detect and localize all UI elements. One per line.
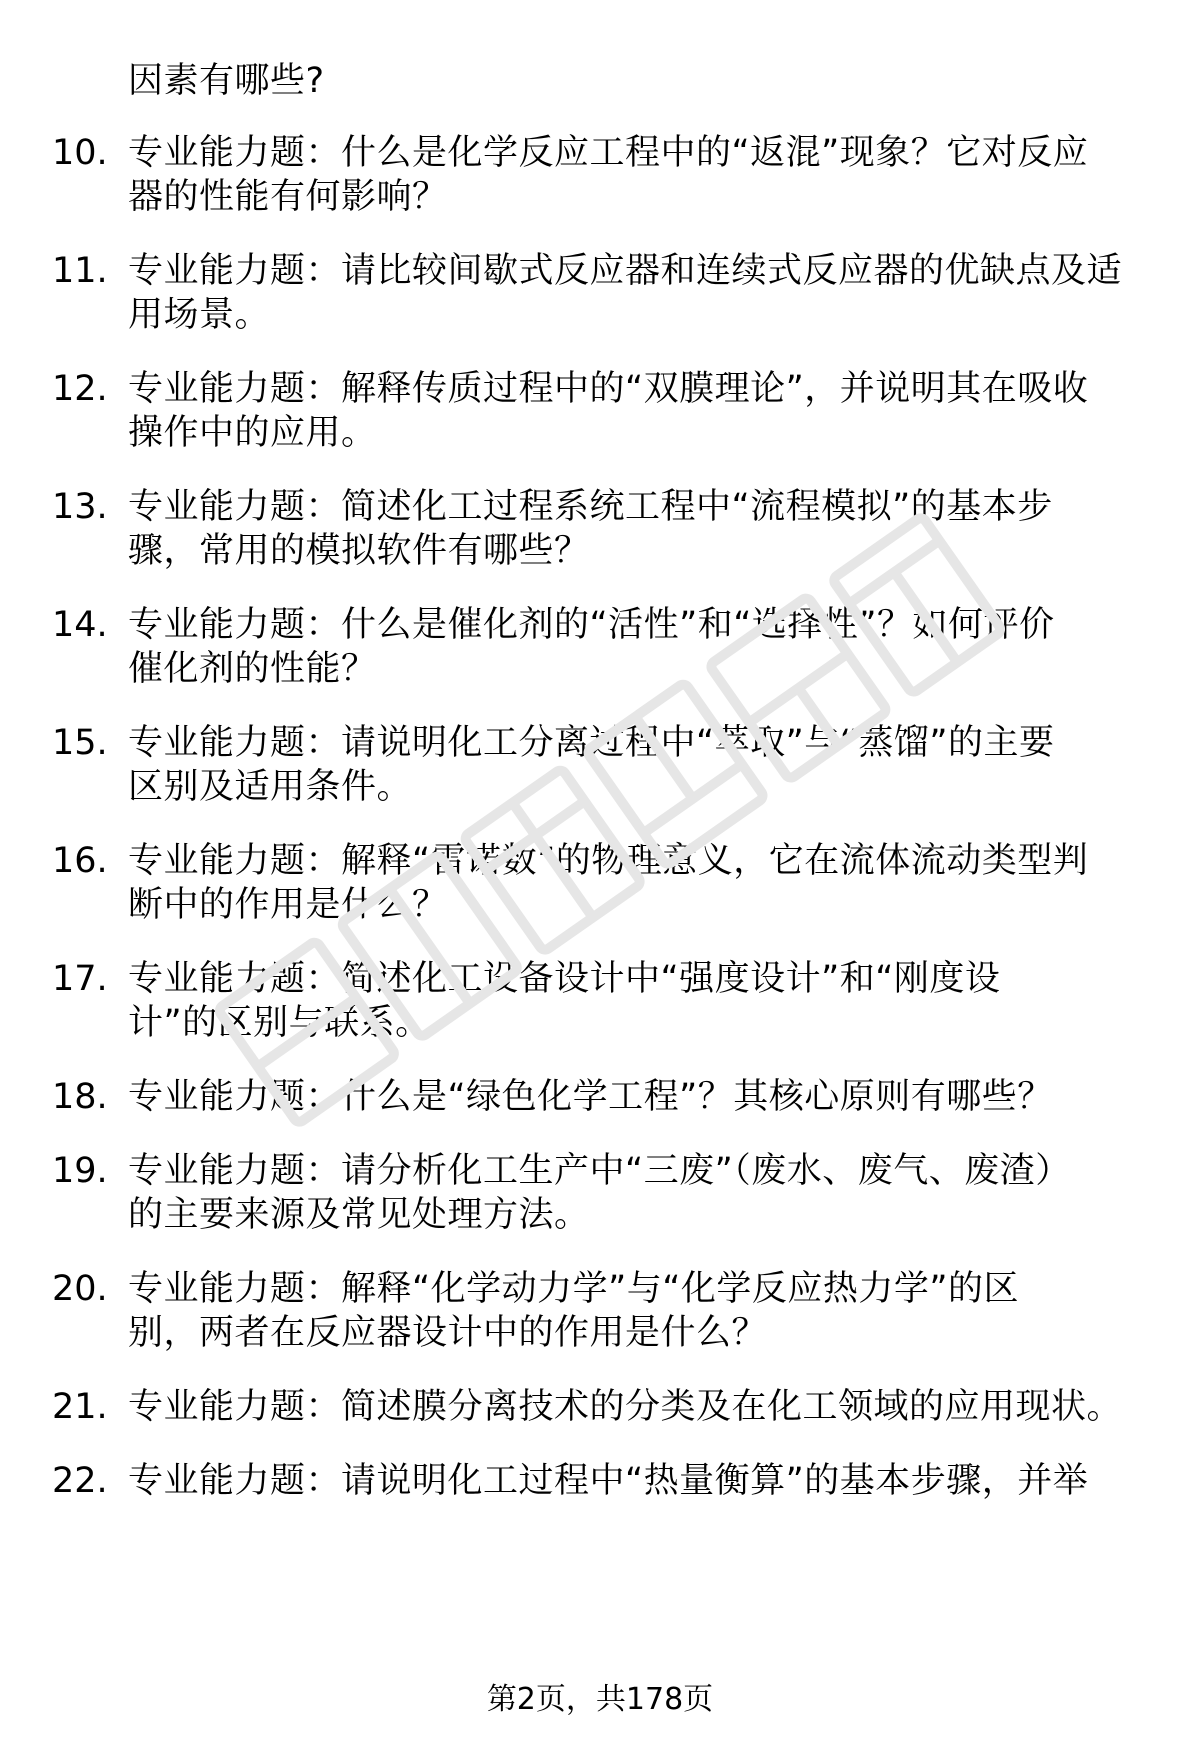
question-line: 专业能力题：简述化工过程系统工程中“流程模拟”的基本步: [128, 487, 1053, 527]
question-number: 22.: [52, 1461, 108, 1501]
question-line: 专业能力题：解释传质过程中的“双膜理论”，并说明其在吸收: [128, 369, 1089, 409]
question-line: 骤，常用的模拟软件有哪些？: [128, 531, 590, 571]
question-line: 催化剂的性能？: [128, 649, 377, 689]
question-line: 断中的作用是什么？: [128, 885, 448, 925]
question-line: 区别及适用条件。: [128, 767, 413, 807]
question-line: 专业能力题：什么是化学反应工程中的“返混”现象？它对反应: [128, 133, 1089, 173]
question-line: 专业能力题：请说明化工过程中“热量衡算”的基本步骤，并举: [128, 1461, 1089, 1501]
question-number: 19.: [52, 1151, 108, 1191]
question-line: 专业能力题：简述膜分离技术的分类及在化工领域的应用现状。: [128, 1387, 1123, 1427]
question-number: 17.: [52, 959, 108, 999]
watermark-graphic: [184, 480, 1036, 1160]
page-footer: 第2页，共178页: [486, 1682, 714, 1717]
continuation-text: 因素有哪些?: [128, 61, 325, 101]
question-line: 专业能力题：什么是“绿色化学工程”？其核心原则有哪些？: [128, 1077, 1053, 1117]
question-number: 10.: [52, 133, 108, 173]
question-number: 20.: [52, 1269, 108, 1309]
question-number: 21.: [52, 1387, 108, 1427]
question-line: 专业能力题：简述化工设备设计中“强度设计”和“刚度设: [128, 959, 1001, 999]
question-line: 操作中的应用。: [128, 413, 377, 453]
question-number: 16.: [52, 841, 108, 881]
question-number: 11.: [52, 251, 108, 291]
question-number: 18.: [52, 1077, 108, 1117]
question-number: 15.: [52, 723, 108, 763]
question-line: 用场景。: [128, 295, 271, 335]
question-line: 的主要来源及常见处理方法。: [128, 1195, 590, 1235]
question-line: 专业能力题：请比较间歇式反应器和连续式反应器的优缺点及适: [128, 251, 1123, 291]
question-line: 专业能力题：请分析化工生产中“三废”（废水、废气、废渣）: [128, 1151, 1071, 1191]
question-line: 专业能力题：什么是催化剂的“活性”和“选择性”？如何评价: [128, 605, 1055, 645]
question-line: 专业能力题：解释“化学动力学”与“化学反应热力学”的区: [128, 1269, 1020, 1309]
question-line: 计”的区别与联系。: [128, 1003, 431, 1043]
question-number: 14.: [52, 605, 108, 645]
question-line: 专业能力题：解释“雷诺数”的物理意义，它在流体流动类型判: [128, 841, 1089, 881]
question-number: 13.: [52, 487, 108, 527]
question-line: 别，两者在反应器设计中的作用是什么？: [128, 1313, 768, 1353]
question-line: 专业能力题：请说明化工分离过程中“萃取”与“蒸馏”的主要: [128, 723, 1055, 763]
question-number: 12.: [52, 369, 108, 409]
question-line: 器的性能有何影响？: [128, 177, 448, 217]
